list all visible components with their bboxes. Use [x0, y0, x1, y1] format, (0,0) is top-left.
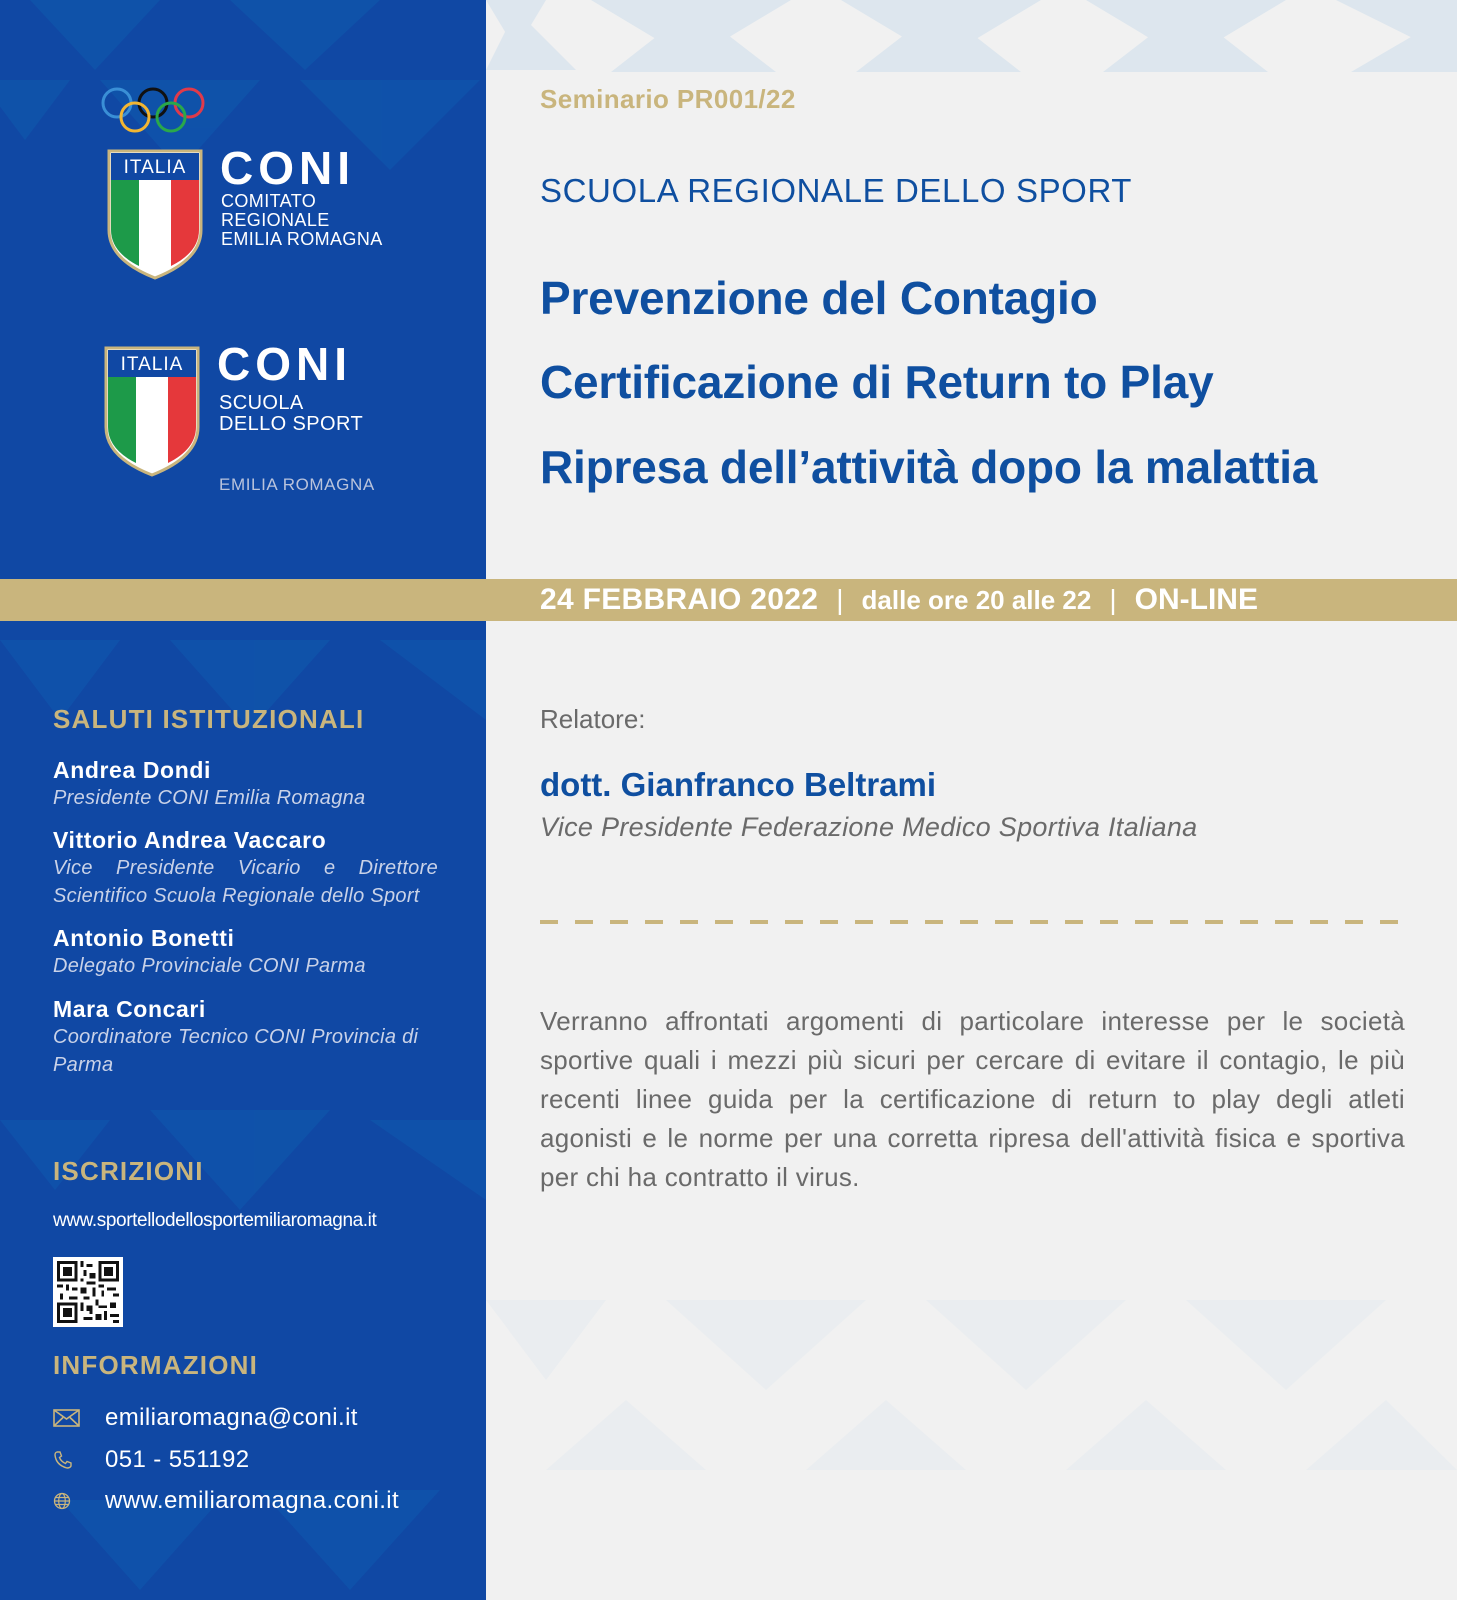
event-date-band [0, 579, 1457, 621]
qr-code-icon[interactable] [53, 1257, 123, 1327]
title-line-3: Ripresa dell’attività dopo la malattia [540, 441, 1318, 493]
contact-website[interactable] [53, 1487, 399, 1515]
person-name: Vittorio Andrea Vaccaro [53, 827, 327, 853]
info-title: INFORMAZIONI [53, 1350, 259, 1380]
greetings-title: SALUTI ISTITUZIONALI [53, 704, 365, 734]
coni-wordmark: CONI [220, 142, 355, 194]
italia-shield-icon [103, 345, 201, 477]
event-mode: ON-LINE [1134, 583, 1258, 616]
greeting-person [53, 995, 438, 1079]
phone-icon [53, 1448, 83, 1472]
person-role: Delegato Provinciale CONI Parma [53, 955, 366, 977]
svg-text:ITALIA: ITALIA [120, 354, 184, 375]
event-time: dalle ore 20 alle 22 [861, 584, 1092, 615]
registration-title: ISCRIZIONI [53, 1156, 204, 1186]
dashed-divider [540, 920, 1405, 924]
coni-school-region: EMILIA ROMAGNA [219, 475, 375, 494]
separator: | [836, 584, 844, 615]
globe-icon [53, 1489, 83, 1513]
event-details [540, 579, 1258, 621]
subtitle-line: COMITATO [221, 191, 317, 211]
subtitle-line: DELLO SPORT [219, 413, 364, 435]
event-date: 24 FEBBRAIO 2022 [540, 583, 819, 616]
email-link[interactable]: emiliaromagna@coni.it [105, 1404, 358, 1431]
coni-school-subtitle [219, 393, 363, 435]
left-panel [0, 0, 486, 1600]
person-name: Mara Concari [53, 996, 206, 1022]
speaker-name: dott. Gianfranco Beltrami [540, 766, 937, 803]
person-role: Presidente CONI Emilia Romagna [53, 787, 366, 809]
mail-icon [53, 1406, 83, 1430]
person-name: Andrea Dondi [53, 757, 211, 783]
greeting-person [53, 826, 438, 910]
subtitle-line: EMILIA ROMAGNA [221, 229, 383, 249]
contact-email[interactable] [53, 1404, 358, 1432]
title-line-2: Certificazione di Return to Play [540, 356, 1214, 408]
school-name: SCUOLA REGIONALE DELLO SPORT [540, 172, 1133, 209]
greeting-person [53, 756, 438, 812]
svg-text:ITALIA: ITALIA [123, 157, 187, 178]
greeting-person [53, 924, 438, 980]
speaker-role: Vice Presidente Federazione Medico Sportiva Italiana [540, 812, 1198, 842]
subtitle-line: SCUOLA [219, 392, 304, 414]
event-description: Verranno affrontati argomenti di particolare interesse per le società sportive quali i mezzi più sicuri per cercare di evitare il contagio, le più recenti linee guida per la certificazione di return to play degli atleti agonisti e le norme per una corretta ripresa dell'attività fisica e sportiva per chi ha contratto il virus. [540, 1006, 1405, 1192]
website-link[interactable]: www.emiliaromagna.coni.it [105, 1487, 400, 1514]
olympic-rings-icon [100, 86, 210, 136]
italia-shield-icon [106, 148, 204, 280]
phone-number[interactable]: 051 - 551192 [105, 1446, 250, 1473]
person-role: Coordinatore Tecnico CONI Provincia di Parma [53, 1026, 419, 1076]
coni-wordmark: CONI [217, 338, 352, 390]
contact-phone[interactable] [53, 1446, 249, 1474]
person-name: Antonio Bonetti [53, 925, 235, 951]
title-line-1: Prevenzione del Contagio [540, 272, 1098, 324]
seminar-code: Seminario PR001/22 [540, 84, 796, 114]
separator: | [1109, 584, 1117, 615]
registration-link[interactable]: www.sportellodellosportemiliaromagna.it [53, 1210, 377, 1231]
speaker-label: Relatore: [540, 704, 646, 734]
person-role: Vice Presidente Vicario e Direttore Scientifico Scuola Regionale dello Sport [53, 857, 438, 907]
subtitle-line: REGIONALE [221, 210, 330, 230]
coni-regional-subtitle [221, 192, 383, 249]
